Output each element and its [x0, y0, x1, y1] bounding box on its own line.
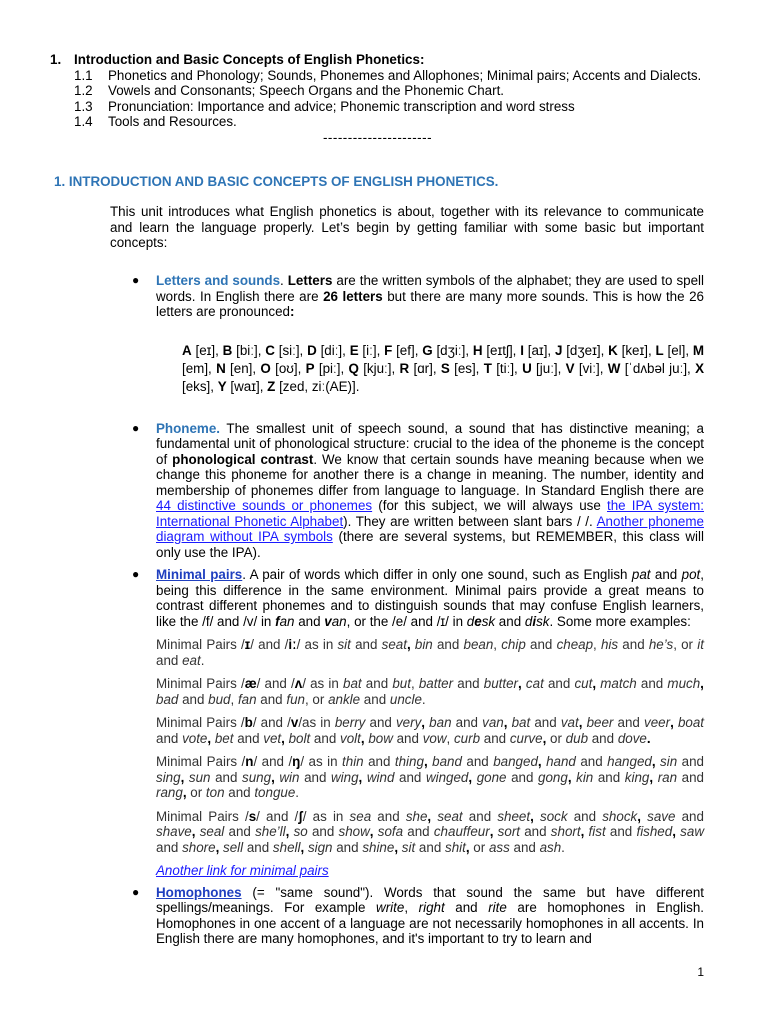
- text-run: ,: [404, 900, 419, 915]
- italic-text: an: [331, 613, 347, 629]
- text-run: . A pair of words which differ in only one sound, such as English: [242, 567, 632, 582]
- alphabet-letter: X: [695, 360, 704, 376]
- letter-pronunciation: [oʊ],: [270, 360, 306, 376]
- list-item-phoneme: [128, 421, 704, 561]
- toc-item: [50, 68, 705, 84]
- alphabet-letter: Z: [267, 378, 276, 394]
- list-item-minimal-pairs: [128, 567, 704, 879]
- text-run: (for this subject, we will always use: [372, 498, 607, 513]
- toc-item-text: Phonetics and Phonology; Sounds, Phonemes and Allophones; Minimal pairs; Accents and Dialects.: [108, 67, 702, 83]
- text-run: and: [294, 613, 325, 629]
- letter-pronunciation: [eɪ],: [191, 342, 223, 358]
- italic-text: write: [376, 900, 405, 915]
- alphabet-letter: G: [422, 342, 433, 358]
- alphabet-letter: J: [554, 342, 563, 358]
- text-run: and: [650, 567, 682, 582]
- alphabet-letter: R: [399, 360, 410, 376]
- bullet-icon: ●: [132, 884, 140, 899]
- letter-pronunciation: [siː],: [274, 342, 308, 358]
- toc-item-text: Vowels and Consonants; Speech Organs and the Phonemic Chart.: [108, 83, 505, 98]
- alphabet-letter: K: [608, 342, 618, 358]
- letter-pronunciation: [em],: [182, 360, 217, 376]
- letter-pronunciation: [piː],: [314, 360, 349, 376]
- letter-pronunciation: [eɪtʃ],: [482, 342, 521, 358]
- minimal-pairs-example: Minimal Pairs /s/ and /ʃ/ as in sea and she, seat and sheet, sock and shock, save and shave, seal and she’ll, so and show, sofa and chauffeur, sort and short, fist and fished, saw and shore, sell and shell, sign and shine, sit and shit, or ass and ash.: [156, 808, 704, 855]
- bold-italic-text: v: [324, 613, 332, 629]
- letter-pronunciation: [zed, ziː(AE)].: [275, 378, 360, 394]
- letter-pronunciation: [eks],: [182, 378, 218, 394]
- italic-text: pat: [631, 567, 651, 582]
- letter-pronunciation: [en],: [225, 360, 261, 376]
- italic-text: d: [524, 613, 533, 629]
- alphabet-letter: O: [260, 360, 271, 376]
- text-run: and: [444, 900, 489, 915]
- alphabet-letter: M: [692, 342, 705, 358]
- text-run: The smallest unit of speech sound, a sound that has distinctive meaning; a fundamental unit of phonological structure: crucial to the idea of the phoneme is the concept of: [156, 420, 704, 467]
- toc-item: [50, 99, 705, 115]
- toc-item-text: Pronunciation: Importance and advice; Phonemic transcription and word stress: [108, 98, 575, 114]
- toc-item-number: 1.3: [74, 98, 93, 114]
- bold-text: :: [290, 304, 295, 319]
- text-run: ). They are written between slant bars / /.: [343, 513, 597, 529]
- alphabet-letter: E: [349, 342, 359, 358]
- letter-pronunciation: [keɪ],: [617, 342, 656, 358]
- toc-item: [50, 83, 705, 99]
- alphabet-letter: Y: [217, 378, 227, 394]
- link-ipa-system[interactable]: the IPA system: International Phonetic Alphabet: [156, 498, 704, 529]
- text-run: . We know that certain sounds have meaning because when we change this phoneme for another there is a change in meaning. The number, identity and membership of phonemes differ from language to language. In Standard English there are: [156, 451, 704, 498]
- alphabet-letter: L: [655, 342, 664, 358]
- link-phoneme-diagram[interactable]: Another phoneme diagram without IPA symbols: [156, 513, 704, 544]
- section-heading: 1. INTRODUCTION AND BASIC CONCEPTS OF ENGLISH PHONETICS.: [54, 174, 499, 189]
- text-run: , or the /e/ and /ɪ/ in: [346, 613, 467, 629]
- letter-pronunciation: [viː],: [574, 360, 608, 376]
- italic-text: d: [466, 613, 475, 629]
- letter-pronunciation: [es],: [449, 360, 484, 376]
- text-run: and: [495, 613, 525, 629]
- bold-text: phonological contrast: [172, 451, 314, 467]
- bullet-icon: ●: [132, 567, 140, 581]
- letter-pronunciation: [biː],: [232, 342, 266, 358]
- alphabet-letter: S: [440, 360, 450, 376]
- italic-text: rite: [488, 900, 507, 915]
- alphabet-letter: F: [384, 342, 393, 358]
- term-letters-and-sounds: Letters and sounds: [156, 273, 281, 288]
- alphabet-letter: V: [565, 360, 575, 376]
- alphabet-letter: U: [522, 360, 532, 376]
- concept-list: [128, 273, 704, 947]
- alphabet-letter: I: [520, 342, 524, 358]
- letter-pronunciation: [waɪ],: [226, 378, 268, 394]
- bullet-icon: ●: [132, 420, 140, 435]
- minimal-pairs-example: Minimal Pairs /n/ and /ŋ/ as in thin and thing, band and banged, hand and hanged, sin and sing, sun and sung, win and wing, wind and winged, gone and gong, kin and king, ran and rang, or ton and tongue.: [156, 754, 704, 800]
- minimal-pairs-example: Minimal Pairs /b/ and /v/as in berry and very, ban and van, bat and vat, beer and veer, boat and vote, bet and vet, bolt and volt, bow and vow, curb and curve, or dub and dove.: [156, 715, 704, 746]
- italic-text: pot: [681, 567, 701, 582]
- alphabet-pronunciations: [182, 342, 704, 396]
- link-minimal-pairs[interactable]: Minimal pairs: [156, 567, 243, 582]
- toc-title-number: 1.: [50, 52, 62, 67]
- toc-item: [50, 114, 705, 130]
- letter-pronunciation: [tiː],: [491, 360, 523, 376]
- alphabet-letter: T: [483, 360, 492, 376]
- letter-pronunciation: [iː],: [358, 342, 385, 358]
- section-divider: ----------------------: [322, 129, 433, 145]
- toc-title: [50, 52, 705, 68]
- italic-text: an: [279, 613, 295, 629]
- alphabet-letter: A: [182, 342, 192, 358]
- italic-text: sk: [481, 613, 496, 629]
- minimal-pairs-example: Minimal Pairs /æ/ and /ʌ/ as in bat and but, batter and butter, cat and cut, match and much, bad and bud, fan and fun, or ankle and uncle.: [156, 676, 704, 707]
- italic-text: sk: [536, 613, 550, 629]
- letter-pronunciation: [ˈdʌbəl juː],: [620, 360, 696, 376]
- alphabet-letter: Q: [348, 360, 359, 376]
- alphabet-letter: B: [222, 342, 233, 358]
- bold-italic-text: f: [275, 613, 280, 629]
- letter-pronunciation: [juː],: [531, 360, 566, 376]
- minimal-pairs-example: Minimal Pairs /ɪ/ and /iː/ as in sit and seat, bin and bean, chip and cheap, his and he’s, or it and eat.: [156, 637, 704, 668]
- letter-pronunciation: [dʒeɪ],: [562, 342, 609, 358]
- table-of-contents: [50, 52, 705, 145]
- bold-text: 26 letters: [323, 288, 383, 304]
- alphabet-letter: D: [307, 342, 317, 358]
- alphabet-letter: C: [265, 342, 275, 358]
- letter-pronunciation: [el],: [663, 342, 693, 358]
- bold-text: Letters: [287, 273, 333, 288]
- list-item-homophones: [128, 885, 704, 947]
- text-run: .: [280, 273, 288, 288]
- toc-title-text: Introduction and Basic Concepts of English Phonetics:: [74, 52, 425, 67]
- text-run: (there are several systems, but REMEMBER, this class will only use the IPA).: [156, 529, 704, 560]
- letter-pronunciation: [dʒiː],: [432, 342, 473, 358]
- text-run: , being this difference in the same environment. Minimal pairs provide a great means to contrast different phonemes and to distinguish sounds that may confuse English learners, like the /f/ and /v/ in: [156, 567, 704, 629]
- toc-item-text: Tools and Resources.: [108, 114, 237, 129]
- link-44-phonemes[interactable]: 44 distinctive sounds or phonemes: [156, 498, 373, 513]
- text-run: (= "same sound"). Words that sound the same but have different spellings/meanings. For example: [156, 884, 704, 915]
- alphabet-letter: P: [305, 360, 315, 376]
- letter-pronunciation: [aɪ],: [523, 342, 555, 358]
- bullet-icon: ●: [132, 273, 140, 287]
- letter-pronunciation: [kjuː],: [358, 360, 400, 376]
- letter-pronunciation: [ɑr],: [409, 360, 441, 376]
- letter-pronunciation: [diː],: [316, 342, 350, 358]
- term-phoneme: Phoneme.: [156, 420, 220, 436]
- toc-item-number: 1.4: [74, 114, 93, 129]
- alphabet-letter: W: [607, 360, 621, 376]
- intro-paragraph: This unit introduces what English phonetics is about, together with its relevance to communicate and learn the language properly. Let’s begin by getting familiar with some basic but important concepts:: [110, 204, 704, 250]
- alphabet-letter: N: [216, 360, 226, 376]
- list-item-letters: [128, 273, 704, 396]
- link-more-minimal-pairs[interactable]: Another link for minimal pairs: [156, 863, 329, 878]
- toc-item-number: 1.1: [74, 67, 93, 83]
- letter-pronunciation: [ef],: [392, 342, 423, 358]
- page-number: 1: [697, 965, 704, 979]
- toc-item-number: 1.2: [74, 83, 93, 98]
- link-homophones[interactable]: Homophones: [156, 884, 242, 900]
- text-run: are the written symbols of the alphabet; they are used to spell words. In English there are: [156, 273, 704, 304]
- text-run: . Some more examples:: [549, 613, 691, 629]
- bold-italic-text: e: [474, 613, 482, 629]
- text-run: but there are many more sounds. This is how the 26 letters are pronounced: [156, 288, 704, 319]
- minimal-pairs-examples: [156, 637, 704, 855]
- text-run: are homophones in English. Homophones in one accent of a language are not necessarily homophones in all accents. In English there are many homophones, and it's important to try to learn and: [156, 900, 704, 946]
- italic-text: right: [418, 900, 445, 915]
- bold-italic-text: i: [532, 613, 537, 629]
- alphabet-letter: H: [472, 342, 483, 358]
